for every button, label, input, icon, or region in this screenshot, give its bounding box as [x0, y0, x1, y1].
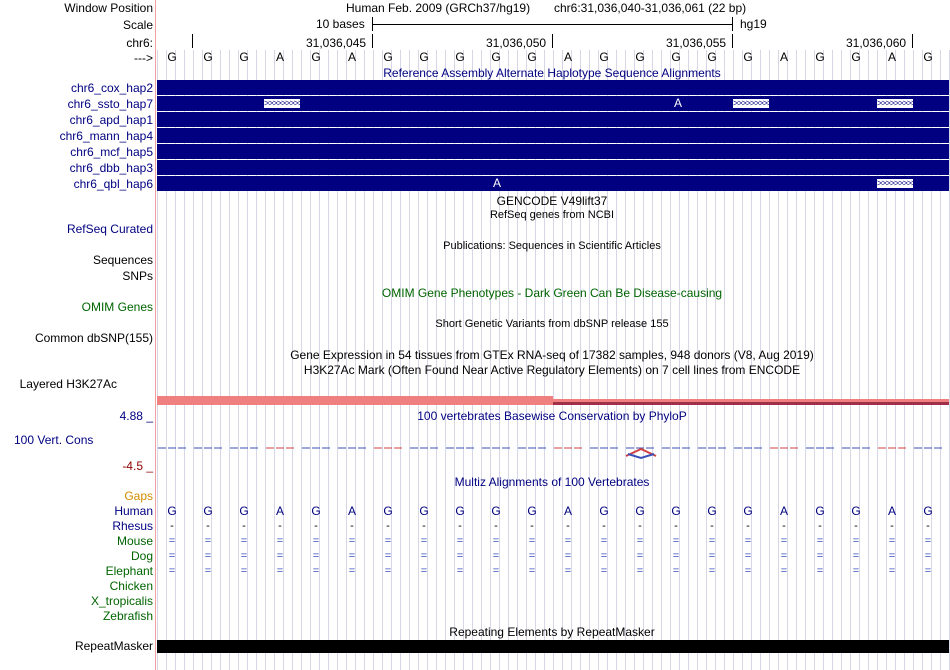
- h3k27ac-signal-pink: [157, 396, 553, 405]
- species-label[interactable]: Rhesus: [112, 519, 153, 533]
- ref-base: G: [815, 50, 825, 64]
- multiz-alignment-symbol: -: [422, 520, 426, 532]
- haplotype-alignment-bar[interactable]: [157, 128, 949, 143]
- multiz-alignment-symbol: =: [456, 535, 464, 547]
- multiz-human-base: G: [239, 504, 249, 518]
- multiz-alignment-symbol: =: [672, 565, 680, 577]
- multiz-human-base: G: [527, 504, 537, 518]
- haplotype-label[interactable]: chr6_mcf_hap5: [70, 145, 153, 159]
- multiz-alignment-symbol: =: [600, 550, 608, 562]
- multiz-alignment-symbol: =: [420, 535, 428, 547]
- multiz-human-base: G: [671, 504, 681, 518]
- multiz-alignment-symbol: =: [564, 535, 572, 547]
- species-label[interactable]: Chicken: [109, 579, 153, 593]
- multiz-human-base: G: [923, 504, 933, 518]
- multiz-alignment-symbol: =: [744, 565, 752, 577]
- ruler-tick-0: [192, 34, 193, 48]
- multiz-alignment-symbol: =: [276, 535, 284, 547]
- multiz-alignment-symbol: -: [314, 520, 318, 532]
- multiz-alignment-symbol: =: [384, 550, 392, 562]
- multiz-alignment-symbol: =: [672, 550, 680, 562]
- gaps-label[interactable]: Gaps: [124, 489, 153, 503]
- multiz-alignment-symbol: =: [348, 550, 356, 562]
- multiz-alignment-symbol: =: [672, 535, 680, 547]
- ref-base: G: [167, 50, 177, 64]
- multiz-alignment-symbol: -: [818, 520, 822, 532]
- multiz-alignment-symbol: =: [924, 550, 932, 562]
- multiz-alignment-symbol: =: [924, 535, 932, 547]
- reference-sequence: [0, 50, 950, 64]
- ref-base: G: [671, 50, 681, 64]
- multiz-alignment-symbol: =: [564, 550, 572, 562]
- label-column-divider: [155, 0, 156, 670]
- multiz-alignment-symbol: -: [386, 520, 390, 532]
- scale-bar-right-tick: [732, 17, 733, 31]
- scale-bar: [372, 24, 733, 25]
- repeatmasker-track-title: Repeating Elements by RepeatMasker: [449, 625, 655, 639]
- multiz-human-base: G: [707, 504, 717, 518]
- ruler-tick-label-1: 31,036,045: [306, 36, 367, 50]
- multiz-alignment-symbol: =: [204, 565, 212, 577]
- multiz-alignment-symbol: =: [780, 565, 788, 577]
- haplotype-alignment-bar[interactable]: [157, 80, 949, 95]
- ref-base: G: [599, 50, 609, 64]
- multiz-alignment-symbol: -: [278, 520, 282, 532]
- multiz-alignment-symbol: =: [852, 535, 860, 547]
- ref-base: G: [311, 50, 321, 64]
- omim-genes-label[interactable]: OMIM Genes: [81, 300, 153, 314]
- multiz-alignment-symbol: =: [528, 535, 536, 547]
- ref-base: A: [347, 50, 356, 64]
- haplotype-alignment-bar[interactable]: [157, 176, 949, 191]
- ruler-tick-label-3: 31,036,055: [666, 36, 727, 50]
- ref-base: G: [383, 50, 393, 64]
- multiz-alignment-symbol: =: [348, 565, 356, 577]
- repeatmasker-label[interactable]: RepeatMasker: [74, 639, 153, 653]
- haplotype-mismatch-base: A: [492, 176, 502, 190]
- ref-base: G: [743, 50, 753, 64]
- multiz-alignment-symbol: =: [384, 535, 392, 547]
- multiz-alignment-symbol: =: [924, 565, 932, 577]
- omim-track-title: OMIM Gene Phenotypes - Dark Green Can Be Disease-causing: [381, 286, 723, 300]
- multiz-alignment-symbol: =: [816, 535, 824, 547]
- multiz-human-base: G: [455, 504, 465, 518]
- multiz-alignment-symbol: =: [168, 565, 176, 577]
- multiz-alignment-symbol: =: [312, 565, 320, 577]
- common-dbsnp-label[interactable]: Common dbSNP(155): [34, 331, 153, 345]
- ref-base: A: [887, 50, 896, 64]
- ruler-tick-label-4: 31,036,060: [846, 36, 907, 50]
- multiz-alignment-symbol: -: [854, 520, 858, 532]
- ruler-tick-3: [732, 34, 733, 48]
- multiz-alignment-symbol: -: [242, 520, 246, 532]
- multiz-track-title: Multiz Alignments of 100 Vertebrates: [454, 475, 650, 489]
- publications-track-title: Publications: Sequences in Scientific Articles: [443, 240, 661, 252]
- multiz-human-base: G: [851, 504, 861, 518]
- scale-bar-left-tick: [372, 17, 373, 31]
- multiz-alignment-symbol: =: [744, 550, 752, 562]
- species-label[interactable]: Elephant: [105, 564, 153, 578]
- multiz-alignment-symbol: =: [492, 550, 500, 562]
- haplotype-gap-arrows: >>>>>>>>>>: [733, 98, 776, 108]
- multiz-alignment-symbol: -: [530, 520, 534, 532]
- refseq-curated-label[interactable]: RefSeq Curated: [66, 222, 153, 236]
- conservation-track-title: 100 vertebrates Basewise Conservation by PhyloP: [417, 409, 687, 423]
- multiz-human-base: A: [347, 504, 356, 518]
- multiz-alignment-symbol: -: [638, 520, 642, 532]
- strand-label: --->: [134, 51, 153, 65]
- multiz-alignment-symbol: =: [636, 535, 644, 547]
- multiz-alignment-symbol: =: [276, 565, 284, 577]
- species-label[interactable]: Mouse: [116, 534, 153, 548]
- snps-label[interactable]: SNPs: [122, 269, 153, 283]
- conservation-max-label: 4.88 _: [119, 409, 153, 423]
- multiz-alignment-symbol: =: [600, 535, 608, 547]
- window-position-label: Window Position: [64, 1, 153, 15]
- multiz-alignment-symbol: -: [458, 520, 462, 532]
- multiz-alignment-symbol: -: [926, 520, 930, 532]
- multiz-alignment-symbol: =: [636, 550, 644, 562]
- multiz-alignment-symbol: =: [708, 565, 716, 577]
- multiz-alignment-symbol: -: [890, 520, 894, 532]
- haplotype-alignment-bar[interactable]: [157, 160, 949, 175]
- ref-base: A: [563, 50, 572, 64]
- multiz-alignment-symbol: =: [744, 535, 752, 547]
- multiz-human-base: G: [491, 504, 501, 518]
- multiz-alignment-symbol: =: [204, 550, 212, 562]
- ref-base: A: [779, 50, 788, 64]
- multiz-alignment-symbol: =: [852, 565, 860, 577]
- ruler-tick-4: [912, 34, 913, 48]
- ruler-tick-label-2: 31,036,050: [486, 36, 547, 50]
- multiz-alignment-symbol: =: [312, 535, 320, 547]
- scale-db: hg19: [740, 17, 767, 31]
- dbsnp-track-title: Short Genetic Variants from dbSNP release 155: [435, 318, 669, 330]
- multiz-alignment-symbol: =: [312, 550, 320, 562]
- haplotype-alignment-bar[interactable]: [157, 144, 949, 159]
- scale-label: Scale: [122, 18, 153, 32]
- ref-base: G: [635, 50, 645, 64]
- ref-base: G: [239, 50, 249, 64]
- multiz-alignment-symbol: -: [782, 520, 786, 532]
- multiz-alignment-symbol: -: [674, 520, 678, 532]
- multiz-alignment-symbol: -: [746, 520, 750, 532]
- multiz-alignment-symbol: =: [240, 535, 248, 547]
- vert-cons-label[interactable]: 100 Vert. Cons: [14, 433, 94, 447]
- multiz-human-base: A: [887, 504, 896, 518]
- haplotype-label[interactable]: chr6_apd_hap1: [69, 113, 153, 127]
- haplotype-gap-arrows: >>>>>>>>>>: [264, 98, 307, 108]
- multiz-alignment-symbol: =: [780, 535, 788, 547]
- multiz-human-base: G: [203, 504, 213, 518]
- multiz-alignment-symbol: =: [636, 565, 644, 577]
- ref-base: G: [851, 50, 861, 64]
- h3k27ac-signal-dark: [553, 402, 949, 405]
- multiz-alignment-symbol: =: [816, 550, 824, 562]
- multiz-alignment-symbol: =: [780, 550, 788, 562]
- multiz-human-base: G: [419, 504, 429, 518]
- haplotype-label[interactable]: chr6_mann_hap4: [59, 129, 153, 143]
- multiz-human-base: G: [743, 504, 753, 518]
- multiz-alignment-symbol: =: [888, 535, 896, 547]
- multiz-alignment-symbol: =: [708, 550, 716, 562]
- multiz-alignment-symbol: =: [888, 565, 896, 577]
- ref-base: A: [275, 50, 284, 64]
- multiz-alignment-symbol: -: [206, 520, 210, 532]
- haplotype-mismatch-base: A: [673, 96, 683, 110]
- ref-base: G: [419, 50, 429, 64]
- multiz-alignment-symbol: =: [240, 550, 248, 562]
- haplotype-gap-arrows: >>>>>>>>>>: [877, 178, 920, 188]
- multiz-alignment-symbol: =: [348, 535, 356, 547]
- multiz-alignment-symbol: -: [350, 520, 354, 532]
- multiz-alignment-symbol: =: [888, 550, 896, 562]
- multiz-alignment-symbol: =: [420, 550, 428, 562]
- assembly-info: Human Feb. 2009 (GRCh37/hg19): [346, 1, 531, 15]
- sequences-label[interactable]: Sequences: [92, 253, 153, 267]
- multiz-alignment-symbol: -: [710, 520, 714, 532]
- multiz-alignment-symbol: =: [168, 550, 176, 562]
- ruler-tick-2: [552, 34, 553, 48]
- multiz-alignment-symbol: =: [420, 565, 428, 577]
- multiz-alignment-symbol: =: [456, 565, 464, 577]
- alt-haplotype-track-title: Reference Assembly Alternate Haplotype Sequence Alignments: [383, 66, 721, 80]
- haplotype-alignment-bar[interactable]: [157, 112, 949, 127]
- h3k27ac-track-title: H3K27Ac Mark (Often Found Near Active Regulatory Elements) on 7 cell lines from ENCODE: [303, 363, 801, 377]
- multiz-alignment-symbol: -: [170, 520, 174, 532]
- haplotype-label[interactable]: chr6_dbb_hap3: [69, 161, 153, 175]
- gtex-track-title: Gene Expression in 54 tissues from GTEx RNA-seq of 17382 samples, 948 donors (V8, Aug 2019): [290, 348, 814, 362]
- multiz-alignment-symbol: =: [204, 535, 212, 547]
- ref-base: G: [203, 50, 213, 64]
- multiz-human-base: G: [311, 504, 321, 518]
- scale-bar-text: 10 bases: [316, 17, 365, 31]
- multiz-alignment-symbol: =: [708, 535, 716, 547]
- multiz-alignment-symbol: =: [852, 550, 860, 562]
- multiz-alignment-symbol: -: [566, 520, 570, 532]
- multiz-alignment-symbol: =: [384, 565, 392, 577]
- haplotype-gap-arrows: >>>>>>>>>>: [877, 98, 920, 108]
- species-label[interactable]: Zebrafish: [102, 609, 153, 623]
- multiz-human-base: G: [383, 504, 393, 518]
- multiz-alignment-symbol: -: [494, 520, 498, 532]
- multiz-alignment-symbol: =: [492, 535, 500, 547]
- ref-base: G: [455, 50, 465, 64]
- multiz-alignment-symbol: =: [168, 535, 176, 547]
- multiz-human-base: A: [779, 504, 788, 518]
- ruler-tick-1: [372, 34, 373, 48]
- species-label[interactable]: Dog: [130, 549, 153, 563]
- position-info: chr6:31,036,040-31,036,061 (22 bp): [554, 1, 747, 15]
- multiz-alignment-symbol: =: [456, 550, 464, 562]
- species-label[interactable]: X_tropicalis: [90, 594, 153, 608]
- multiz-human-base: G: [815, 504, 825, 518]
- multiz-alignment-symbol: =: [240, 565, 248, 577]
- multiz-human-base: G: [635, 504, 645, 518]
- repeatmasker-element: [157, 640, 949, 653]
- conservation-min-label: -4.5 _: [122, 459, 153, 473]
- multiz-alignment-symbol: =: [528, 550, 536, 562]
- multiz-alignment-symbol: =: [492, 565, 500, 577]
- multiz-alignment-symbol: =: [276, 550, 284, 562]
- refseq-track-subtitle: RefSeq genes from NCBI: [489, 209, 615, 221]
- chrom-label: chr6:: [126, 36, 153, 50]
- ref-base: G: [527, 50, 537, 64]
- ref-base: G: [923, 50, 933, 64]
- multiz-human-base: G: [599, 504, 609, 518]
- multiz-alignment-symbol: =: [816, 565, 824, 577]
- conservation-insertion-mark: [628, 454, 654, 458]
- multiz-human-base: A: [275, 504, 284, 518]
- gencode-track-title: GENCODE V49lift37: [496, 194, 608, 208]
- multiz-alignment-symbol: =: [528, 565, 536, 577]
- haplotype-label[interactable]: chr6_ssto_hap7: [67, 97, 153, 111]
- multiz-alignment-symbol: -: [602, 520, 606, 532]
- ref-base: G: [707, 50, 717, 64]
- haplotype-label[interactable]: chr6_cox_hap2: [70, 81, 153, 95]
- haplotype-label[interactable]: chr6_qbl_hap6: [73, 177, 153, 191]
- multiz-alignment-symbol: =: [600, 565, 608, 577]
- multiz-human-base: G: [167, 504, 177, 518]
- layered-h3k27ac-label[interactable]: Layered H3K27Ac: [19, 377, 117, 391]
- ref-base: G: [491, 50, 501, 64]
- species-label[interactable]: Human: [114, 504, 153, 518]
- multiz-alignment-symbol: =: [564, 565, 572, 577]
- multiz-human-base: A: [563, 504, 572, 518]
